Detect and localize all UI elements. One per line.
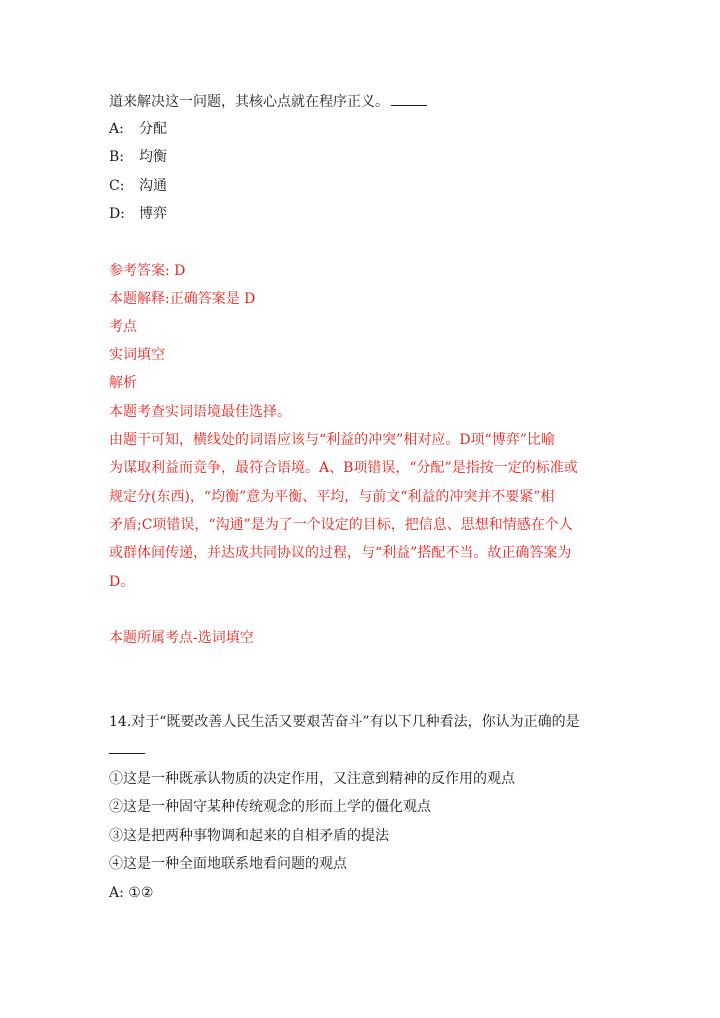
explanation-line: 规定分(东西)，“均衡”意为平衡、平均，与前文“利益的冲突并不要紧”相 [109,489,555,505]
option-a: A: 分配 [109,121,167,137]
reference-answer: 参考答案: D [109,263,186,279]
question-category: 本题所属考点-选词填空 [109,630,254,646]
option-a: A: ①② [109,885,154,901]
answer-blank [391,91,427,106]
kaodian-value: 实词填空 [109,347,165,363]
answer-blank [109,753,145,754]
explanation-head: 本题解释:正确答案是 D [109,291,256,307]
jiexi-label: 解析 [109,375,137,391]
statement-item: ③这是把两种事物调和起来的自相矛盾的提法 [109,828,389,844]
question-13-stem: 道来解决这一问题，其核心点就在程序正义。 [109,91,427,112]
statement-item: ④这是一种全面地联系地看问题的观点 [109,856,347,872]
explanation-line: 或群体间传递，并达成共同协议的过程，与“利益”搭配不当。故正确答案为 [109,545,572,561]
question-14-stem: 14.对于“既要改善人民生活又要艰苦奋斗”有以下几种看法，你认为正确的是 [109,714,580,730]
option-b: B: 均衡 [109,149,167,165]
kaodian-label: 考点 [109,319,137,335]
explanation-line: 为谋取利益而竞争，最符合语境。A、B项错误，“分配”是指按一定的标准或 [109,460,578,476]
explanation-line: 由题干可知，横线处的词语应该与“利益的冲突”相对应。D项“博弈”比喻 [109,432,555,448]
statement-item: ②这是一种固守某种传统观念的形而上学的僵化观点 [109,799,431,815]
option-c: C: 沟通 [109,178,167,194]
option-d: D: 博弈 [109,206,167,222]
explanation-line: 本题考查实词语境最佳选择。 [109,404,291,420]
statement-item: ①这是一种既承认物质的决定作用，又注意到精神的反作用的观点 [109,771,515,787]
explanation-line: D。 [109,574,135,590]
explanation-line: 矛盾;C项错误，“沟通”是为了一个设定的目标，把信息、思想和情感在个人 [109,517,573,533]
